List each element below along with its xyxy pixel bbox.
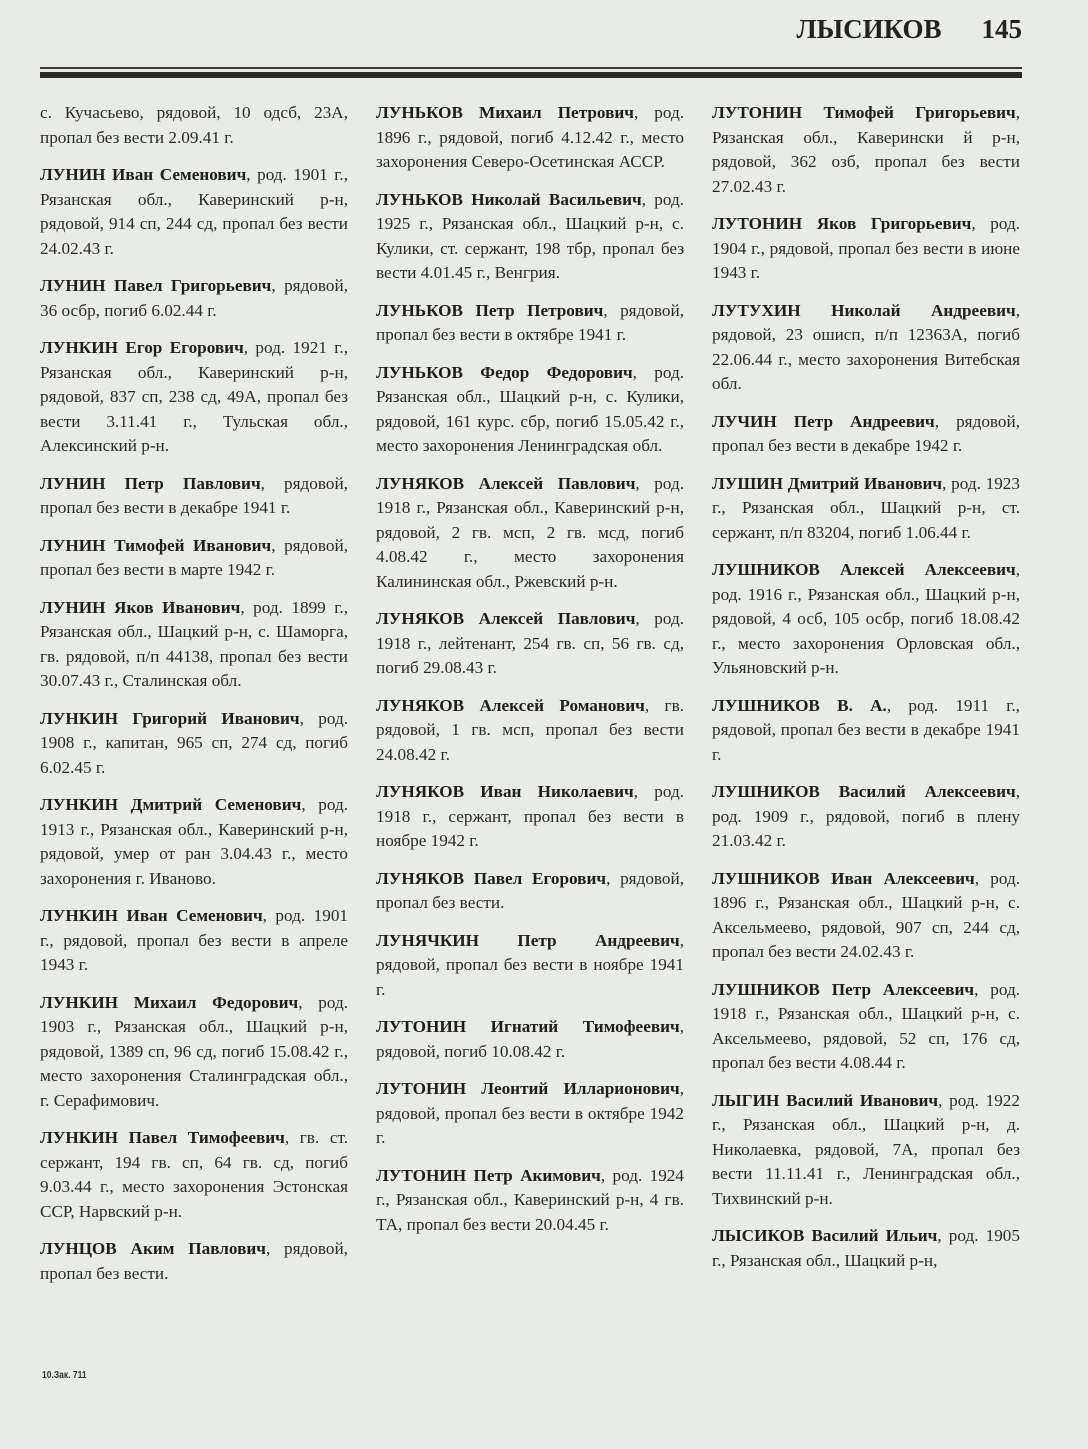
entry-name: ЛУНЯКОВ Иван Николаевич	[376, 782, 634, 801]
entry-text: , род. 1911 г., рядовой, пропал без вести в декабре 1941 г.	[712, 695, 1020, 764]
entry	[376, 1077, 684, 1151]
column-2	[376, 101, 684, 1299]
column-3	[712, 101, 1020, 1299]
entry-name: ЛУШИН Дмитрий Иванович	[712, 473, 943, 493]
entry	[712, 558, 1020, 681]
entry-text: , род. 1925 г., Рязанская обл., Шацкий р-н, с. Кулики, ст. сержант, 198 тбр, пропал без вести 4.01.45 г., Венгрия.	[376, 189, 684, 282]
entry	[712, 867, 1020, 965]
entry-name: ЛУШНИКОВ Иван Алексеевич	[712, 868, 975, 888]
page-header	[796, 14, 1022, 45]
entry-text: , рядовой, пропал без вести в декабре 1942 г.	[712, 411, 1020, 455]
entry-name: ЛУНЬКОВ Михаил Петрович	[376, 103, 634, 122]
entry	[40, 472, 348, 521]
entry-text: , рядовой, погиб 10.08.42 г.	[376, 1017, 684, 1061]
text-columns	[40, 101, 1022, 1299]
entry-text: , рядовой, пропал без вести в ноябре 1941 г.	[376, 930, 684, 999]
entry-name: ЛУНЯКОВ Алексей Павлович	[376, 609, 636, 628]
entry-text: с. Кучасьево, рядовой, 10 одсб, 23А, пропал без вести 2.09.41 г.	[40, 103, 348, 147]
entry	[376, 1164, 684, 1238]
entry-text: , род. 1896 г., Рязанская обл., Шацкий р-н, с. Аксельмеево, рядовой, 907 сп, 244 сд, пропал без вести 24.02.43 г.	[712, 868, 1020, 961]
entry	[376, 694, 684, 768]
entry-text: , род. 1904 г., рядовой, пропал без вести в июне 1943 г.	[712, 214, 1021, 282]
entry-name: ЛУНИН Павел Григорьевич	[40, 276, 272, 295]
entry-name: ЛУНИН Иван Семенович	[40, 165, 247, 184]
entry	[376, 780, 684, 854]
entry-text: , рядовой, пропал без вести в марте 1942 г.	[40, 535, 348, 579]
entry	[712, 212, 1020, 286]
column-1	[40, 101, 348, 1299]
entry-text: , рядовой, пропал без вести в декабре 1941 г.	[40, 473, 348, 517]
entry	[712, 299, 1020, 397]
entry	[376, 101, 684, 175]
entry-text: , рядовой, пропал без вести.	[40, 1239, 348, 1283]
entry-text: , род. 1901 г., Рязанская обл., Каверинский р-н, рядовой, 914 сп, 244 сд, пропал без вести 24.02.43 г.	[40, 165, 348, 258]
entry-text: , род. 1903 г., Рязанская обл., Шацкий р-н, рядовой, 1389 сп, 96 сд, погиб 15.08.42 г., место захоронения Сталинградская обл., г. Серафимович.	[40, 992, 348, 1110]
entry	[40, 163, 348, 261]
entry	[40, 991, 348, 1114]
entry	[376, 361, 684, 459]
entry-name: ЛУНКИН Григорий Иванович	[40, 708, 300, 728]
entry-text: , род. 1899 г., Рязанская обл., Шацкий р-н, с. Шаморга, гв. рядовой, п/п 44138, пропал без вести 30.07.43 г., Сталинская обл.	[40, 597, 348, 690]
entry-name: ЛУНИН Петр Павлович	[40, 473, 261, 493]
entry-text: , род. 1896 г., рядовой, погиб 4.12.42 г., место захоронения Северо-Осетинская АССР.	[376, 103, 685, 171]
entry	[376, 929, 684, 1003]
entry	[712, 780, 1020, 854]
entry-name: ЛУНЯКОВ Алексей Павлович	[376, 473, 636, 493]
entry	[40, 1237, 348, 1286]
entry	[40, 793, 348, 891]
entry-text: , гв. ст. сержант, 194 гв. сп, 64 гв. сд, погиб 9.03.44 г., место захоронения Эстонская ССР, Нарвский р-н.	[40, 1128, 349, 1221]
page-number: 145	[981, 14, 1022, 44]
running-head: ЛЫСИКОВ	[796, 14, 942, 44]
entry-text: , род. 1905 г., Рязанская обл., Шацкий р-н,	[712, 1226, 1020, 1270]
entry-text: , гв. рядовой, 1 гв. мсп, пропал без вести 24.08.42 г.	[376, 695, 684, 764]
entry-name: ЛУЧИН Петр Андреевич	[712, 411, 935, 431]
entry-name: ЛУТОНИН Петр Акимович	[376, 1165, 601, 1185]
entry-text: , род. 1918 г., Рязанская обл., Каверинский р-н, рядовой, 2 гв. мсп, 2 гв. мсд, погиб 4.08.42 г., место захоронения Калининская обл., Ржевский р-н.	[376, 473, 684, 591]
entry-text: , род. 1922 г., Рязанская обл., Шацкий р-н, д. Николаевка, рядовой, 7А, пропал без вести 11.11.41 г., Ленинградская обл., Тихвинский р-н.	[712, 1090, 1020, 1208]
entry-name: ЛУНИН Яков Иванович	[40, 597, 241, 617]
entry-name: ЛУНЬКОВ Федор Федорович	[376, 362, 633, 382]
entry-name: ЛУШНИКОВ Василий Алексеевич	[712, 782, 1016, 801]
entry	[712, 1089, 1020, 1212]
entry-name: ЛУНЯЧКИН Петр Андреевич	[376, 930, 680, 950]
entry-text: , род. 1921 г., Рязанская обл., Каверинский р-н, рядовой, 837 сп, 238 сд, 49А, пропал без вести 3.11.41 г., Тульская обл., Алексинский р-н.	[40, 338, 348, 455]
entry	[712, 472, 1020, 546]
entry-name: ЛУНКИН Михаил Федорович	[40, 992, 299, 1012]
entry-name: ЛУНЯКОВ Павел Егорович	[376, 868, 607, 888]
entry-name: ЛУТОНИН Яков Григорьевич	[712, 214, 972, 233]
entry-text: , рядовой, пропал без вести.	[376, 868, 684, 912]
entry	[376, 472, 684, 595]
entry-name: ЛУШНИКОВ В. А.	[712, 695, 887, 715]
entry-text: , рядовой, пропал без вести в октябре 1941 г.	[376, 300, 684, 344]
entry-text: , род. 1918 г., сержант, пропал без вести в ноябре 1942 г.	[376, 782, 684, 850]
entry-text: , род. 1918 г., Рязанская обл., Шацкий р-н, с. Аксельмеево, рядовой, 52 сп, 176 сд, пропал без вести 4.08.44 г.	[712, 979, 1020, 1072]
entry-name: ЛУТОНИН Тимофей Григорьевич	[712, 103, 1016, 122]
entry	[712, 1224, 1020, 1273]
entry	[712, 101, 1020, 199]
entry	[376, 1015, 684, 1064]
header-rule-thin	[40, 67, 1022, 69]
entry-name: ЛУНИН Тимофей Иванович	[40, 535, 272, 555]
entry	[40, 336, 348, 459]
entry-text: , род. 1901 г., рядовой, пропал без вести в апреле 1943 г.	[40, 906, 349, 974]
entry-name: ЛУНЬКОВ Николай Васильевич	[376, 189, 642, 209]
entry-name: ЛЫГИН Василий Иванович	[712, 1090, 939, 1110]
entry-name: ЛУШНИКОВ Петр Алексеевич	[712, 979, 975, 999]
entry-text: , Рязанская обл., Каверински й р-н, рядовой, 362 озб, пропал без вести 27.02.43 г.	[712, 103, 1020, 196]
entry-name: ЛУНЯКОВ Алексей Романович	[376, 695, 645, 715]
entry-name: ЛУНКИН Дмитрий Семенович	[40, 795, 302, 814]
entry-text: , род. 1908 г., капитан, 965 сп, 274 сд, погиб 6.02.45 г.	[40, 708, 348, 777]
entry-name: ЛУНЬКОВ Петр Петрович	[376, 300, 604, 320]
entry-text: , род. 1916 г., Рязанская обл., Шацкий р-н, рядовой, 4 осб, 105 осбр, погиб 18.08.42 г., место захоронения Орловская обл., Ульяновский р-н.	[712, 560, 1020, 677]
entry-name: ЛУНКИН Егор Егорович	[40, 338, 244, 357]
entry-text: , род. Рязанская обл., Шацкий р-н, с. Кулики, рядовой, 161 курс. сбр, погиб 15.05.42 г., место захоронения Ленинградская обл.	[376, 362, 684, 455]
entry	[40, 904, 348, 978]
entry-name: ЛУШНИКОВ Алексей Алексеевич	[712, 560, 1016, 579]
entry	[376, 299, 684, 348]
entry	[40, 707, 348, 781]
entry	[712, 694, 1020, 768]
entry-text: , род. 1909 г., рядовой, погиб в плену 21.03.42 г.	[712, 782, 1020, 850]
entry	[712, 978, 1020, 1076]
entry	[40, 596, 348, 694]
entry-text: , рядовой, пропал без вести в октябре 1942 г.	[376, 1079, 684, 1147]
print-mark: 10.Зак. 711	[42, 1370, 87, 1381]
entry	[376, 607, 684, 681]
entry-name: ЛУТОНИН Игнатий Тимофеевич	[376, 1017, 680, 1036]
entry-name: ЛУНКИН Павел Тимофеевич	[40, 1128, 285, 1147]
entry-name: ЛУТОНИН Леонтий Илларионович	[376, 1079, 680, 1098]
entry-text: , род. 1923 г., Рязанская обл., Шацкий р-н, ст. сержант, п/п 83204, погиб 1.06.44 г.	[712, 473, 1020, 542]
entry-text: , род. 1924 г., Рязанская обл., Каверинский р-н, 4 гв. ТА, пропал без вести 20.04.45 г.	[376, 1165, 684, 1234]
entry	[376, 867, 684, 916]
entry	[40, 274, 348, 323]
header-rule-thick	[40, 72, 1022, 78]
entry	[40, 534, 348, 583]
entry	[376, 188, 684, 286]
entry	[712, 410, 1020, 459]
entry-name: ЛУНЦОВ Аким Павлович	[40, 1239, 266, 1258]
entry-name: ЛУНКИН Иван Семенович	[40, 906, 263, 925]
entry-name: ЛЫСИКОВ Василий Ильич	[712, 1226, 938, 1245]
entry-text: , рядовой, 36 осбр, погиб 6.02.44 г.	[40, 276, 348, 320]
entry-name: ЛУТУХИН Николай Андреевич	[712, 300, 1016, 320]
entry-text: , род. 1918 г., лейтенант, 254 гв. сп, 56 гв. сд, погиб 29.08.43 г.	[376, 609, 684, 677]
entry	[40, 1126, 348, 1224]
entry-text: , род. 1913 г., Рязанская обл., Каверинский р-н, рядовой, умер от ран 3.04.43 г., место захоронения г. Иваново.	[40, 795, 349, 888]
entry-text: , рядовой, 23 ошисп, п/п 12363А, погиб 22.06.44 г., место захоронения Витебская обл.	[712, 300, 1020, 393]
entry	[40, 101, 348, 150]
